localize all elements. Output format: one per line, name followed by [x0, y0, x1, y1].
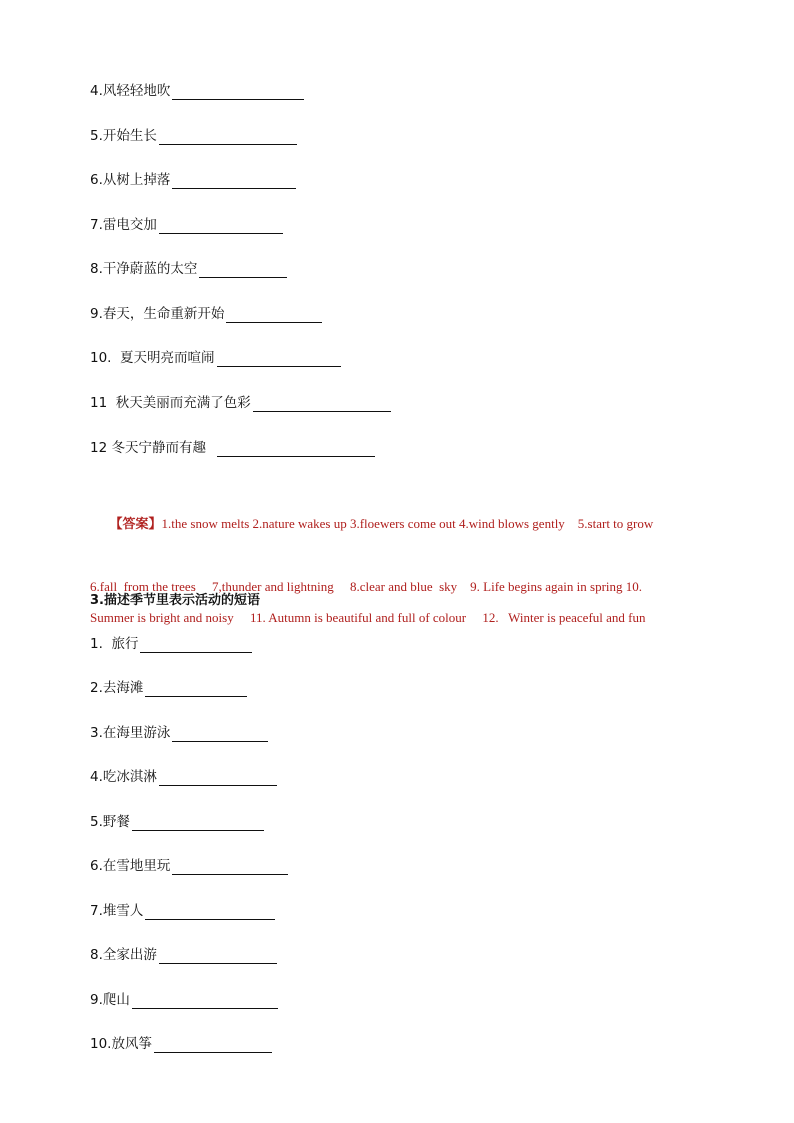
exercise-prompt: 3.在海里游泳	[90, 725, 171, 741]
exercise-item	[90, 171, 296, 189]
answer-blank[interactable]	[159, 771, 277, 786]
exercise-prompt: 6.在雪地里玩	[90, 858, 171, 874]
exercise-item	[90, 1035, 272, 1053]
exercise-prompt: 4.风轻轻地吹	[90, 83, 171, 99]
exercise-item	[90, 679, 247, 697]
answer-text: 1.the snow melts 2.nature wakes up 3.floewers come out 4.wind blows gently 5.start to grow	[161, 516, 654, 531]
exercise-item	[90, 394, 391, 412]
answer-blank[interactable]	[132, 816, 264, 831]
exercise-prompt: 10.放风筝	[90, 1036, 152, 1052]
exercise-item	[90, 857, 288, 875]
exercise-prompt: 10. 夏天明亮而喧闹	[90, 350, 215, 366]
exercise-item	[90, 724, 268, 742]
answer-blank[interactable]	[253, 397, 391, 412]
exercise-prompt: 5.开始生长	[90, 128, 157, 144]
exercise-prompt: 9.爬山	[90, 992, 130, 1008]
exercise-item	[90, 349, 341, 367]
exercise-prompt: 1. 旅行	[90, 636, 139, 652]
answer-line-2: 6.fall from the trees 7,thunder and lightning 8.clear and blue sky 9. Life begins again in spring 10.	[90, 579, 643, 594]
answer-blank[interactable]	[132, 994, 278, 1009]
answer-blank[interactable]	[140, 638, 252, 653]
exercise-prompt: 7.雷电交加	[90, 217, 157, 233]
exercise-prompt: 5.野餐	[90, 814, 130, 830]
answer-blank[interactable]	[172, 727, 268, 742]
exercise-item	[90, 902, 275, 920]
answer-blank[interactable]	[172, 860, 288, 875]
exercise-prompt: 4.吃冰淇淋	[90, 769, 157, 785]
exercise-item	[90, 991, 278, 1009]
exercise-prompt: 8.干净蔚蓝的太空	[90, 261, 198, 277]
answer-blank[interactable]	[217, 442, 375, 457]
answer-line-3: Summer is bright and noisy 11. Autumn is beautiful and full of colour 12. Winter is peaceful and fun	[90, 610, 646, 625]
exercise-prompt: 7.堆雪人	[90, 903, 144, 919]
exercise-prompt: 12 冬天宁静而有趣	[90, 440, 215, 456]
exercise-item	[90, 216, 283, 234]
exercise-prompt: 6.从树上掉落	[90, 172, 171, 188]
answer-tag: 【答案】	[109, 517, 162, 532]
exercise-item	[90, 635, 252, 653]
exercise-item	[90, 768, 277, 786]
exercise-prompt: 8.全家出游	[90, 947, 157, 963]
exercise-prompt: 11 秋天美丽而充满了色彩	[90, 395, 251, 411]
exercise-item	[90, 305, 322, 323]
answer-blank[interactable]	[159, 130, 297, 145]
answer-blank[interactable]	[172, 85, 304, 100]
answer-blank[interactable]	[199, 263, 287, 278]
answer-blank[interactable]	[159, 219, 283, 234]
exercise-prompt: 9.春天，生命重新开始	[90, 306, 225, 322]
exercise-item	[90, 127, 297, 145]
answer-blank[interactable]	[145, 905, 275, 920]
answer-blank[interactable]	[172, 174, 296, 189]
answer-blank[interactable]	[226, 308, 322, 323]
answer-blank[interactable]	[154, 1038, 272, 1053]
exercise-item	[90, 260, 287, 278]
answer-blank[interactable]	[159, 949, 277, 964]
exercise-item	[90, 946, 277, 964]
exercise-item	[90, 82, 304, 100]
answer-blank[interactable]	[217, 352, 341, 367]
exercise-prompt: 2.去海滩	[90, 680, 144, 696]
section-title: 3.描述季节里表示活动的短语	[90, 593, 260, 608]
answer-blank[interactable]	[145, 682, 247, 697]
exercise-item	[90, 439, 375, 457]
answer-line-1	[90, 477, 710, 571]
exercise-item	[90, 813, 264, 831]
